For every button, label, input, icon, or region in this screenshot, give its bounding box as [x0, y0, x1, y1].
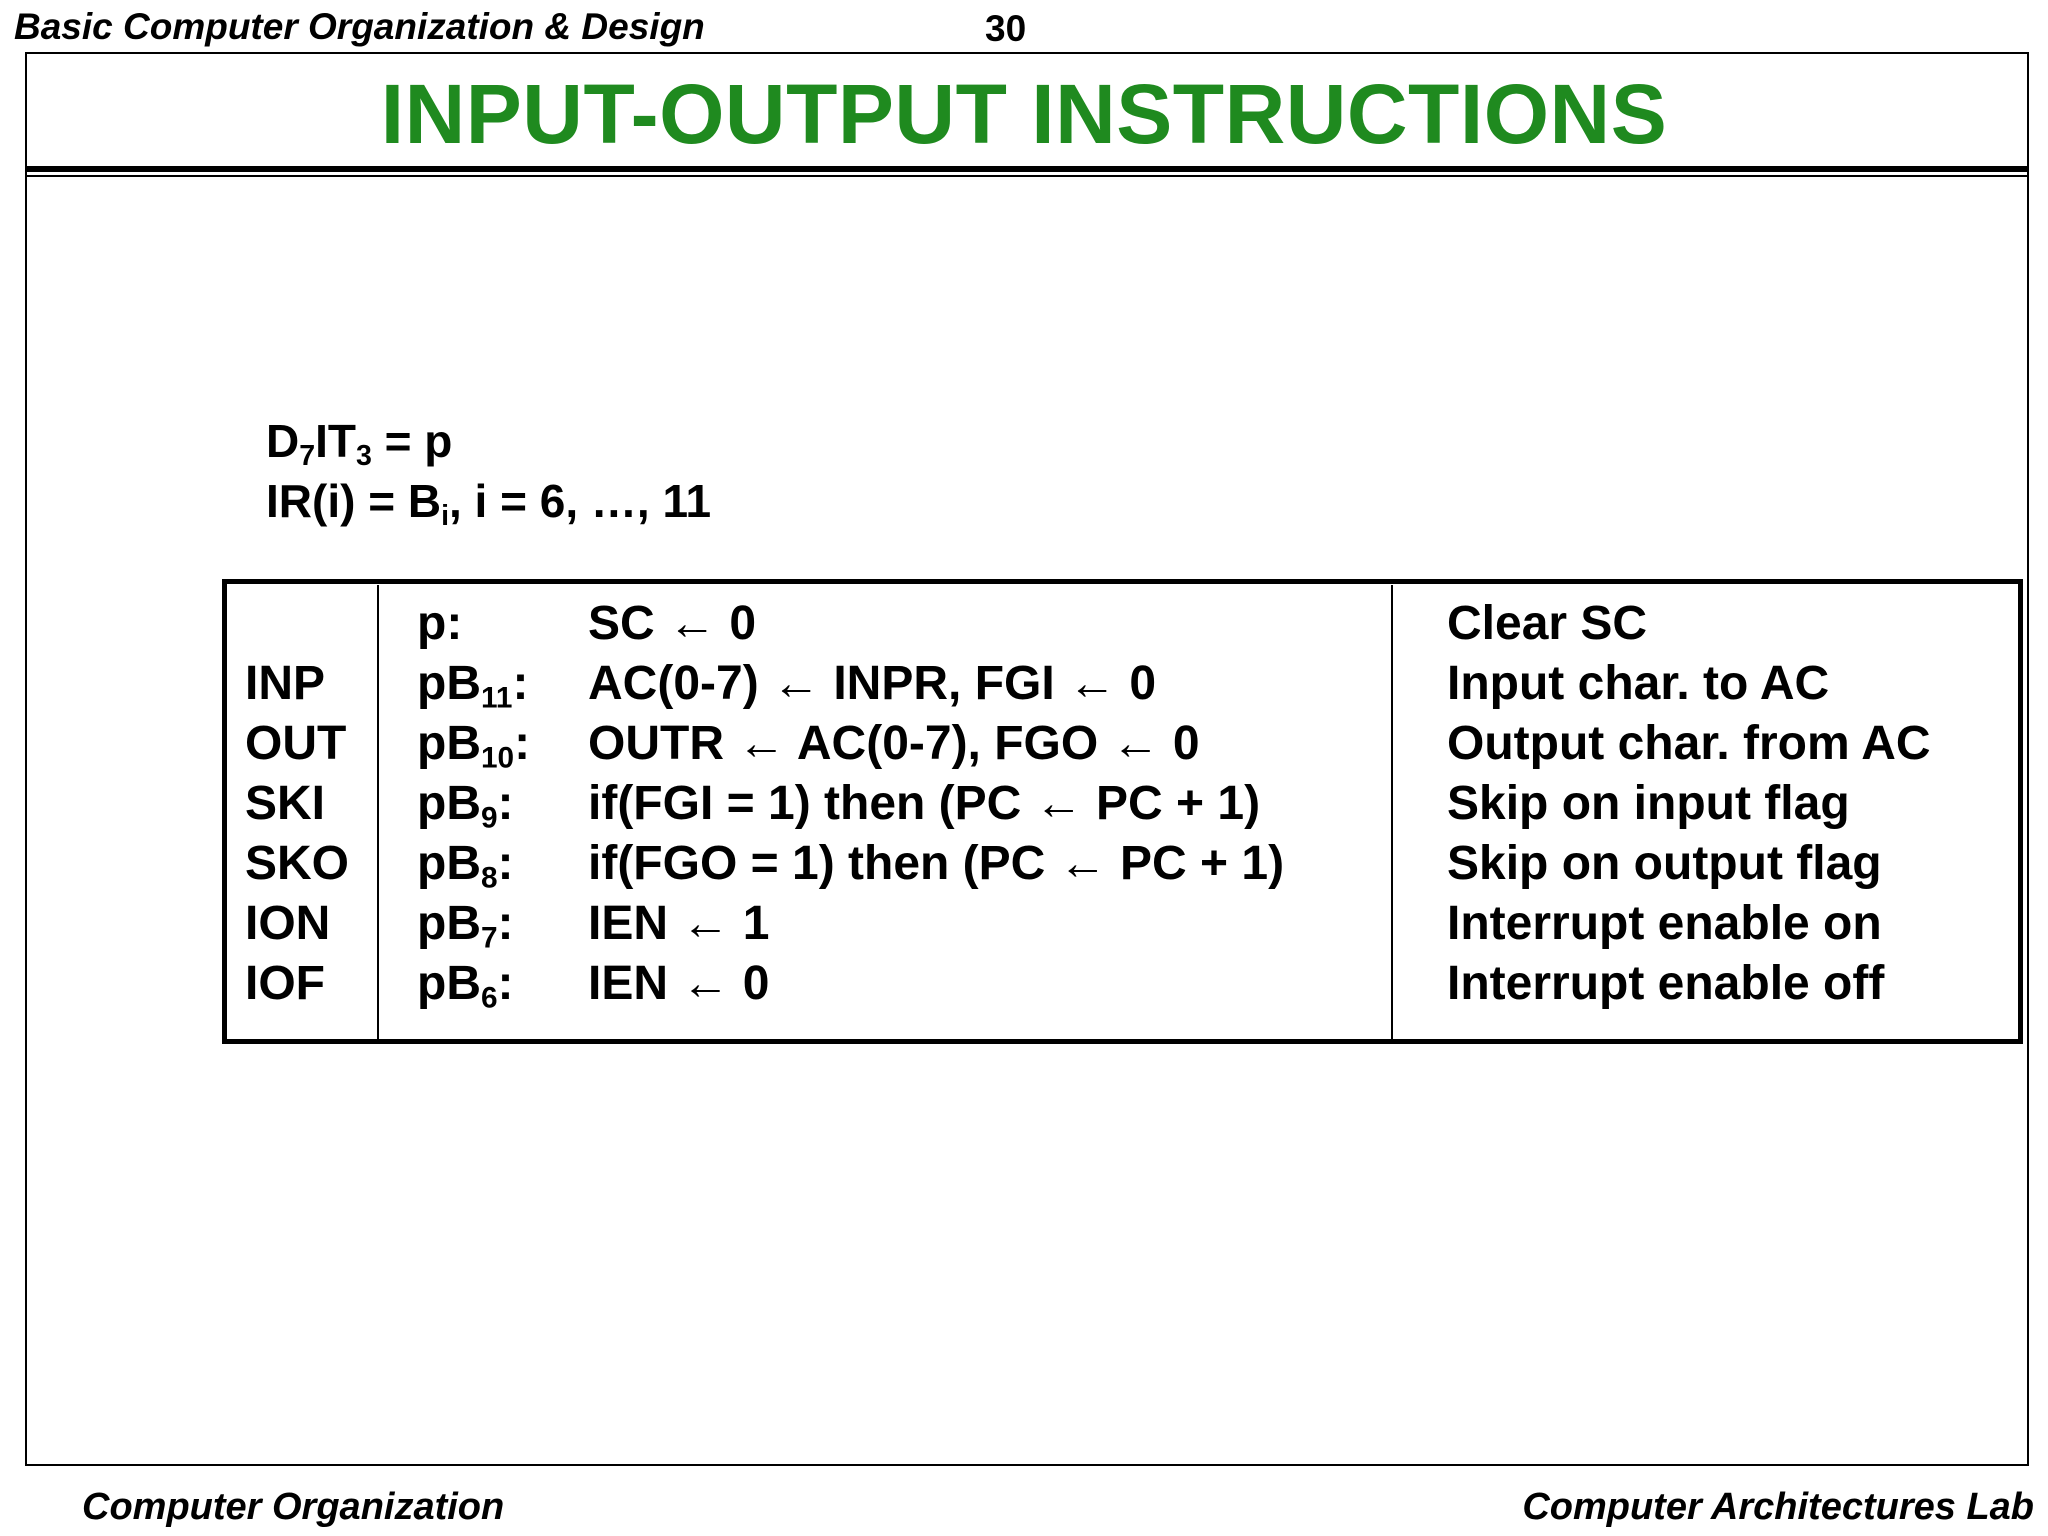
instruction-description: Interrupt enable on: [1447, 897, 1882, 950]
control-condition-text: pB: [417, 837, 481, 890]
control-condition: [417, 656, 529, 715]
control-condition-sub: 10: [480, 741, 515, 775]
control-condition: [417, 896, 514, 955]
micro-operation: IEN ← 1: [588, 897, 770, 950]
footer-lab: Computer Architectures Lab: [1522, 1486, 2034, 1528]
control-condition: [417, 776, 514, 835]
control-condition-colon: :: [497, 897, 514, 950]
micro-operation: OUTR ← AC(0-7), FGO ← 0: [588, 717, 1200, 770]
page-number: 30: [985, 8, 1027, 49]
definition-timing-it: IT: [315, 415, 356, 467]
instruction-symbol: INP: [245, 657, 326, 710]
title-rule-thin: [25, 175, 2029, 177]
micro-operation: SC ← 0: [588, 597, 757, 650]
table-row: [0, 596, 2048, 656]
title-rule-thick: [25, 166, 2029, 172]
definition-ir-sub: i: [441, 499, 449, 532]
definition-ir-main: IR(i) = B: [266, 475, 442, 527]
instruction-description: Skip on input flag: [1447, 777, 1850, 830]
micro-operation: IEN ← 0: [588, 957, 770, 1010]
instruction-description: Clear SC: [1447, 597, 1648, 650]
control-condition: [417, 716, 531, 775]
instruction-symbol: SKO: [245, 837, 350, 890]
definition-timing-it-sub: 3: [355, 439, 372, 472]
instruction-description: Interrupt enable off: [1447, 957, 1885, 1010]
definition-timing-d-sub: 7: [299, 439, 316, 472]
definition-timing: [266, 414, 453, 472]
instruction-symbol: SKI: [245, 777, 326, 830]
table-row: [0, 656, 2048, 716]
instruction-symbol: OUT: [245, 717, 347, 770]
table-row: [0, 836, 2048, 896]
control-condition-colon: :: [497, 837, 514, 890]
control-condition-sub: 11: [480, 681, 513, 715]
control-condition-colon: :: [446, 597, 463, 650]
slide-title: INPUT-OUTPUT INSTRUCTIONS: [380, 67, 1668, 161]
control-condition-sub: 6: [480, 981, 498, 1015]
instruction-symbol: IOF: [245, 957, 325, 1010]
control-condition-text: p: [417, 597, 447, 650]
control-condition-text: pB: [417, 657, 481, 710]
definition-timing-d: D: [266, 415, 300, 467]
definition-ir-bits: [266, 474, 712, 532]
control-condition: [417, 596, 462, 651]
table-row: [0, 716, 2048, 776]
instruction-description: Input char. to AC: [1447, 657, 1830, 710]
definition-ir-rest: , i = 6, …, 11: [449, 475, 712, 527]
control-condition-text: pB: [417, 717, 481, 770]
control-condition: [417, 836, 514, 895]
course-title: Basic Computer Organization & Design: [14, 6, 705, 47]
table-row: [0, 776, 2048, 836]
table-row: [0, 896, 2048, 956]
footer-course: Computer Organization: [82, 1486, 505, 1528]
control-condition-text: pB: [417, 897, 481, 950]
instruction-description: Skip on output flag: [1447, 837, 1882, 890]
control-condition-sub: 9: [480, 801, 498, 835]
control-condition-sub: 7: [480, 921, 498, 955]
instruction-symbol: ION: [245, 897, 331, 950]
micro-operation: if(FGI = 1) then (PC ← PC + 1): [588, 777, 1261, 830]
definition-timing-rest: = p: [371, 415, 453, 467]
control-condition-text: pB: [417, 957, 481, 1010]
micro-operation: if(FGO = 1) then (PC ← PC + 1): [588, 837, 1285, 890]
table-row: [0, 956, 2048, 1016]
control-condition-colon: :: [497, 957, 514, 1010]
instruction-description: Output char. from AC: [1447, 717, 1931, 770]
control-condition-colon: :: [497, 777, 514, 830]
control-condition-text: pB: [417, 777, 481, 830]
micro-operation: AC(0-7) ← INPR, FGI ← 0: [588, 657, 1157, 710]
control-condition-sub: 8: [480, 861, 498, 895]
control-condition-colon: :: [512, 657, 529, 710]
control-condition-colon: :: [514, 717, 531, 770]
control-condition: [417, 956, 514, 1015]
